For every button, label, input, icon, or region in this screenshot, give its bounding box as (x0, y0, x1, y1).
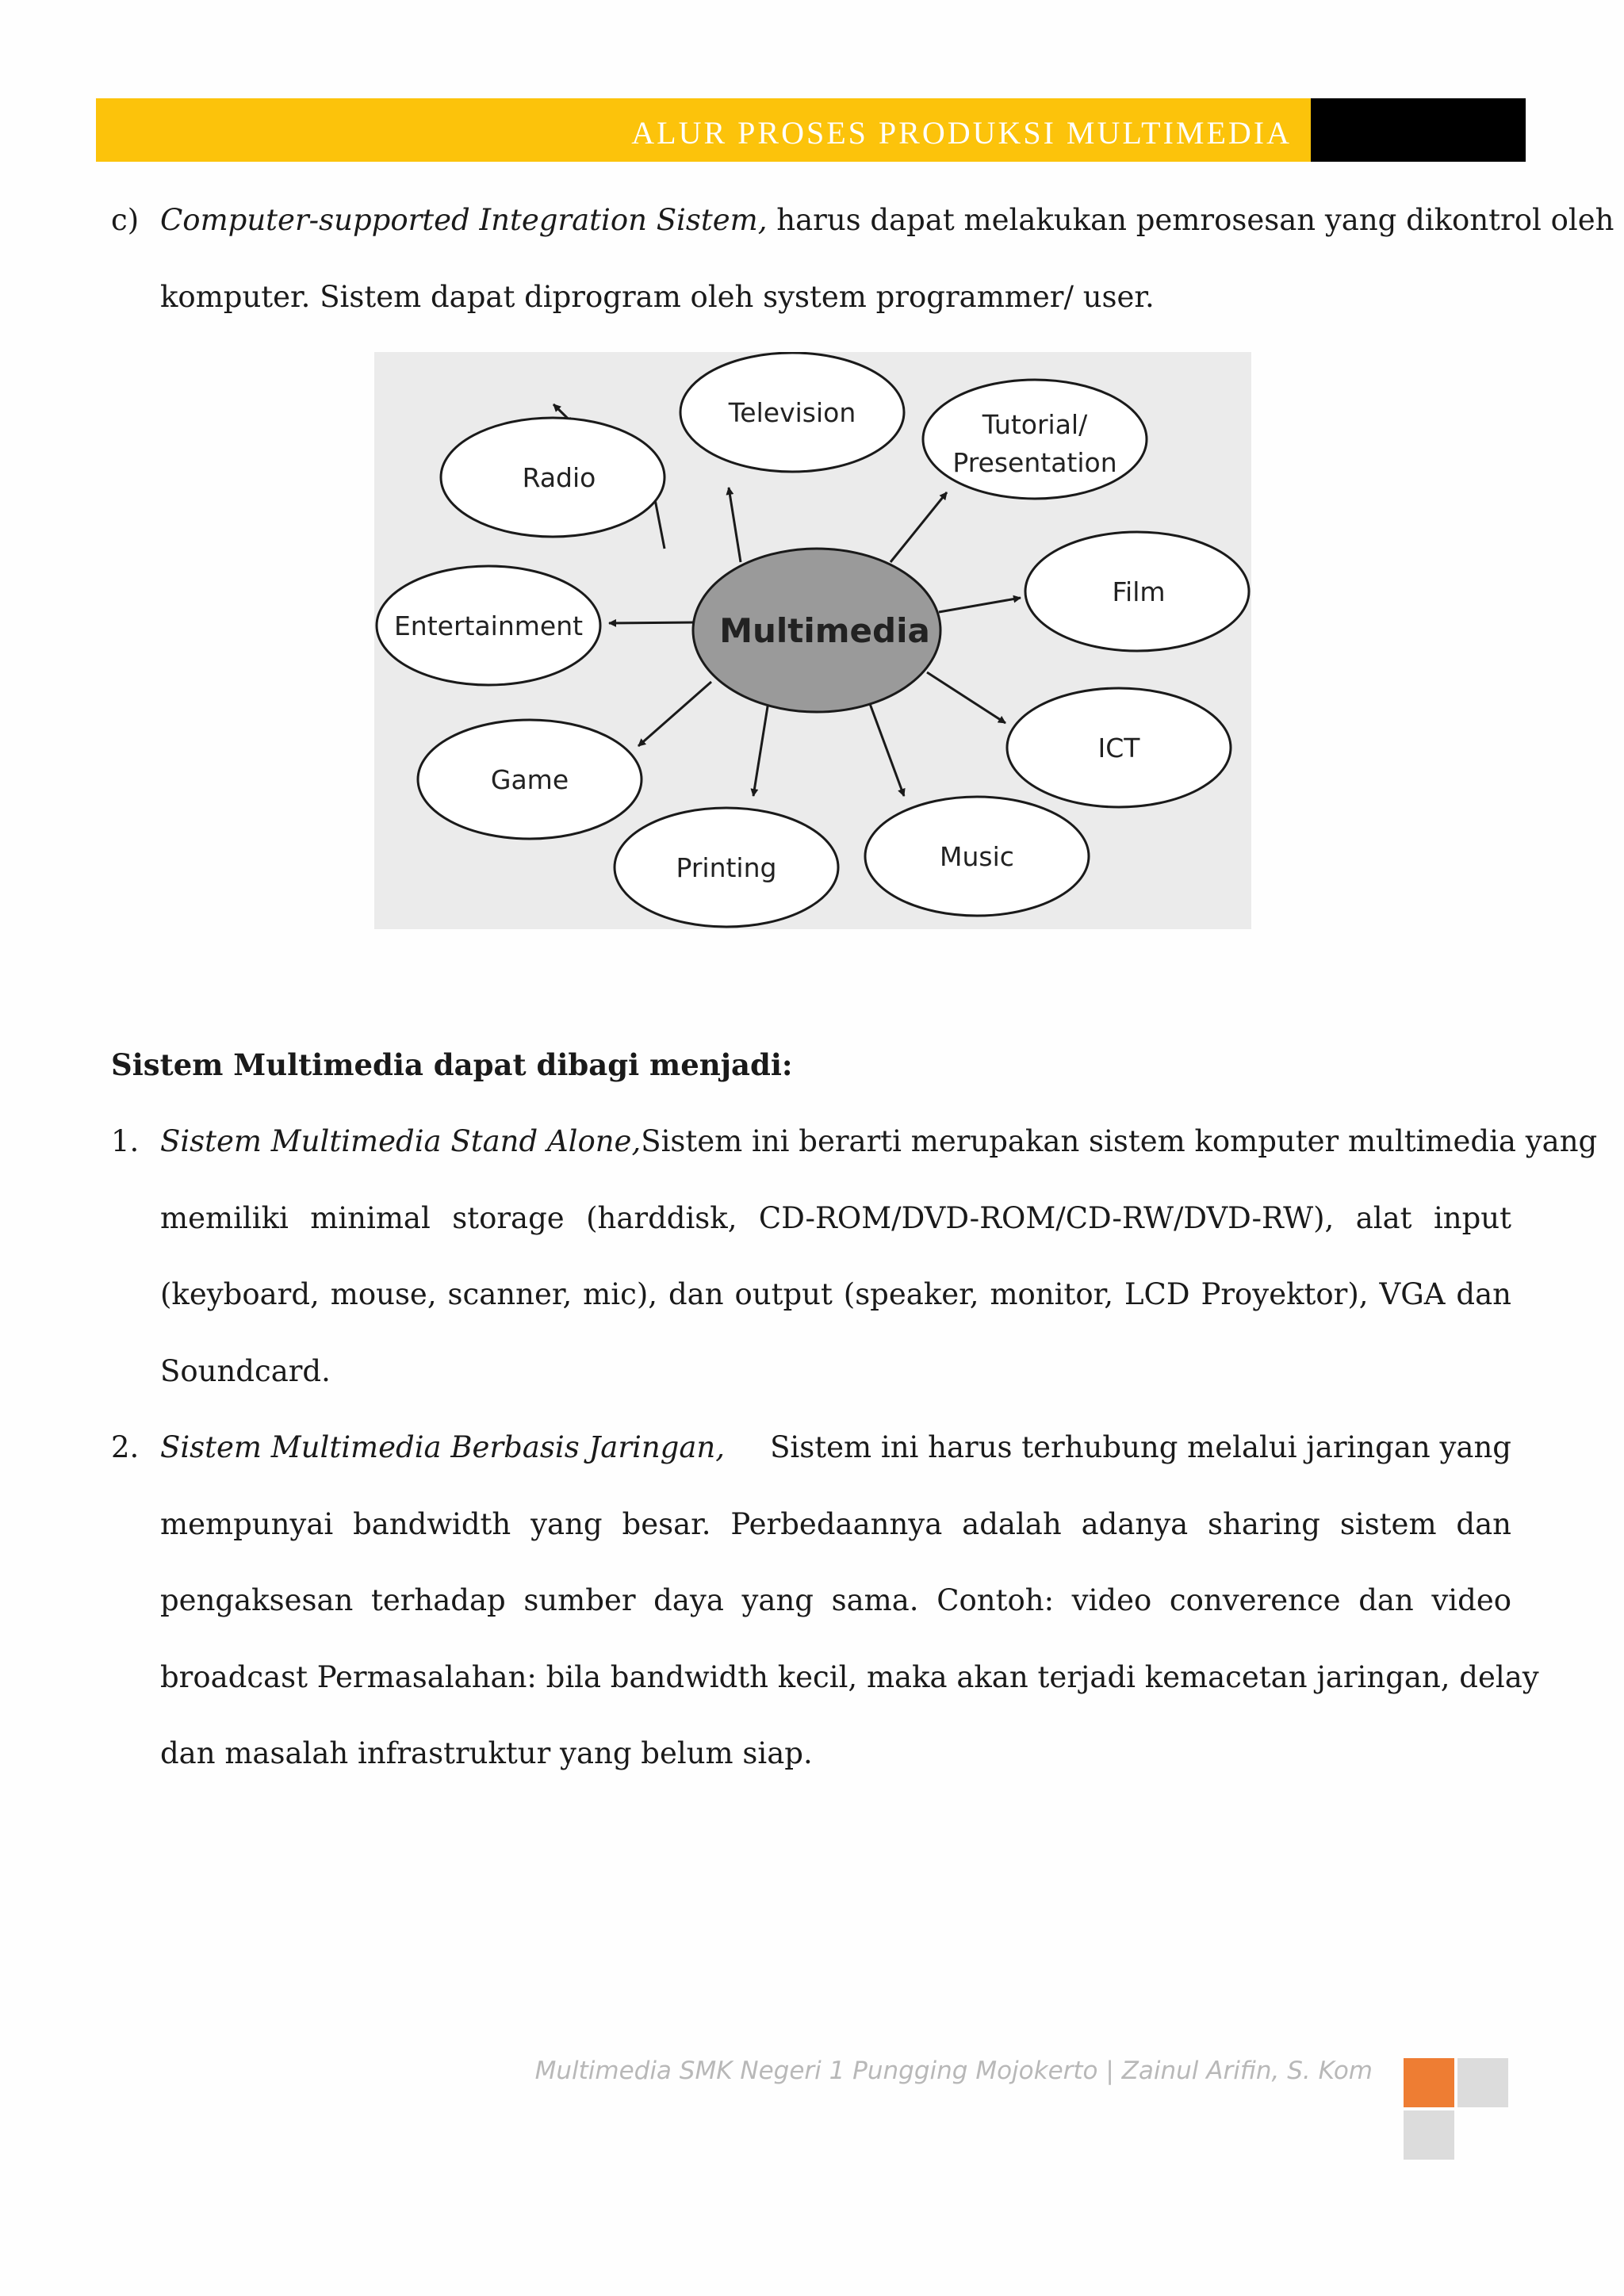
list-item-1-marker: 1. (111, 1124, 140, 1158)
item-c-line-1-rest: harus dapat melakukan pemrosesan yang dikontrol oleh (767, 203, 1614, 237)
header-bar (96, 98, 1311, 162)
list-item-2-line-1 (160, 1410, 1511, 1487)
arrow-entertainment (609, 622, 698, 623)
list-item-2-term: Sistem Multimedia Berbasis Jaringan, (160, 1430, 726, 1464)
list-item-1-line-2: memiliki minimal storage (harddisk, CD-ROM/DVD-ROM/CD-RW/DVD-RW), alat input (160, 1200, 1511, 1235)
section-heading: Sistem Multimedia dapat dibagi menjadi: (111, 1047, 793, 1082)
list-item-1-line-4: Soundcard. (160, 1353, 331, 1388)
item-c-marker: c) (111, 203, 140, 237)
label-radio: Radio (522, 462, 596, 493)
list-item-2-line-4: broadcast Permasalahan: bila bandwidth kecil, maka akan terjadi kemacetan jaringan, delay (160, 1659, 1539, 1694)
item-c-term: Computer-supported Integration Sistem, (160, 203, 768, 237)
list-item-2 (111, 1410, 1539, 1806)
label-tutorial-1: Tutorial/ (982, 409, 1088, 440)
arrow-television-b (729, 488, 741, 562)
label-game: Game (490, 764, 569, 795)
label-music: Music (940, 841, 1014, 872)
footer-orange-square (1404, 2058, 1454, 2107)
list-item-2-line-5: dan masalah infrastruktur yang belum siap. (160, 1736, 813, 1770)
list-item-2-line-3: pengaksesan terhadap sumber daya yang sama. Contoh: video converence dan video (160, 1583, 1511, 1617)
multimedia-diagram (374, 352, 1251, 929)
list-item-2-line-2: mempunyai bandwidth yang besar. Perbedaannya adalah adanya sharing sistem dan (160, 1506, 1511, 1541)
item-c-line-2: komputer. Sistem dapat diprogram oleh system programmer/ user. (160, 279, 1155, 314)
list-item-2-marker: 2. (111, 1430, 140, 1464)
label-ict: ICT (1097, 733, 1140, 763)
arrow-music (869, 702, 904, 796)
header-black-block (1311, 98, 1526, 162)
footer-text: Multimedia SMK Negeri 1 Pungging Mojokerto | Zainul Arifin, S. Kom (534, 2057, 1373, 2085)
list-item-1-term: Sistem Multimedia Stand Alone, (160, 1124, 642, 1158)
arrow-tutorial (891, 492, 947, 562)
label-center: Multimedia (719, 611, 930, 650)
list-item-1-line-1 (160, 1104, 1598, 1181)
diagram-svg (374, 352, 1251, 929)
item-c-line-1 (160, 182, 1614, 259)
label-printing: Printing (676, 852, 777, 883)
arrow-ict (927, 672, 1005, 723)
arrow-film (939, 598, 1021, 612)
label-entertainment: Entertainment (393, 610, 584, 641)
list-item-1 (111, 1104, 1598, 1421)
list-item-2-line-1-rest: Sistem ini harus terhubung melalui jaringan yang (770, 1430, 1511, 1464)
label-film: Film (1112, 576, 1166, 607)
footer-gray-square-2 (1404, 2110, 1454, 2160)
item-c (111, 182, 1614, 341)
arrow-game (638, 682, 711, 746)
arrow-printing (753, 702, 768, 796)
footer-gray-square-1 (1457, 2058, 1508, 2107)
list-item-1-line-1-rest: Sistem ini berarti merupakan sistem komputer multimedia yang (641, 1124, 1598, 1158)
label-television: Television (728, 397, 856, 428)
header-title: ALUR PROSES PRODUKSI MULTIMEDIA (631, 115, 1292, 151)
label-tutorial-2: Presentation (952, 447, 1117, 478)
list-item-1-line-3: (keyboard, mouse, scanner, mic), dan output (speaker, monitor, LCD Proyektor), VGA dan (160, 1277, 1511, 1311)
